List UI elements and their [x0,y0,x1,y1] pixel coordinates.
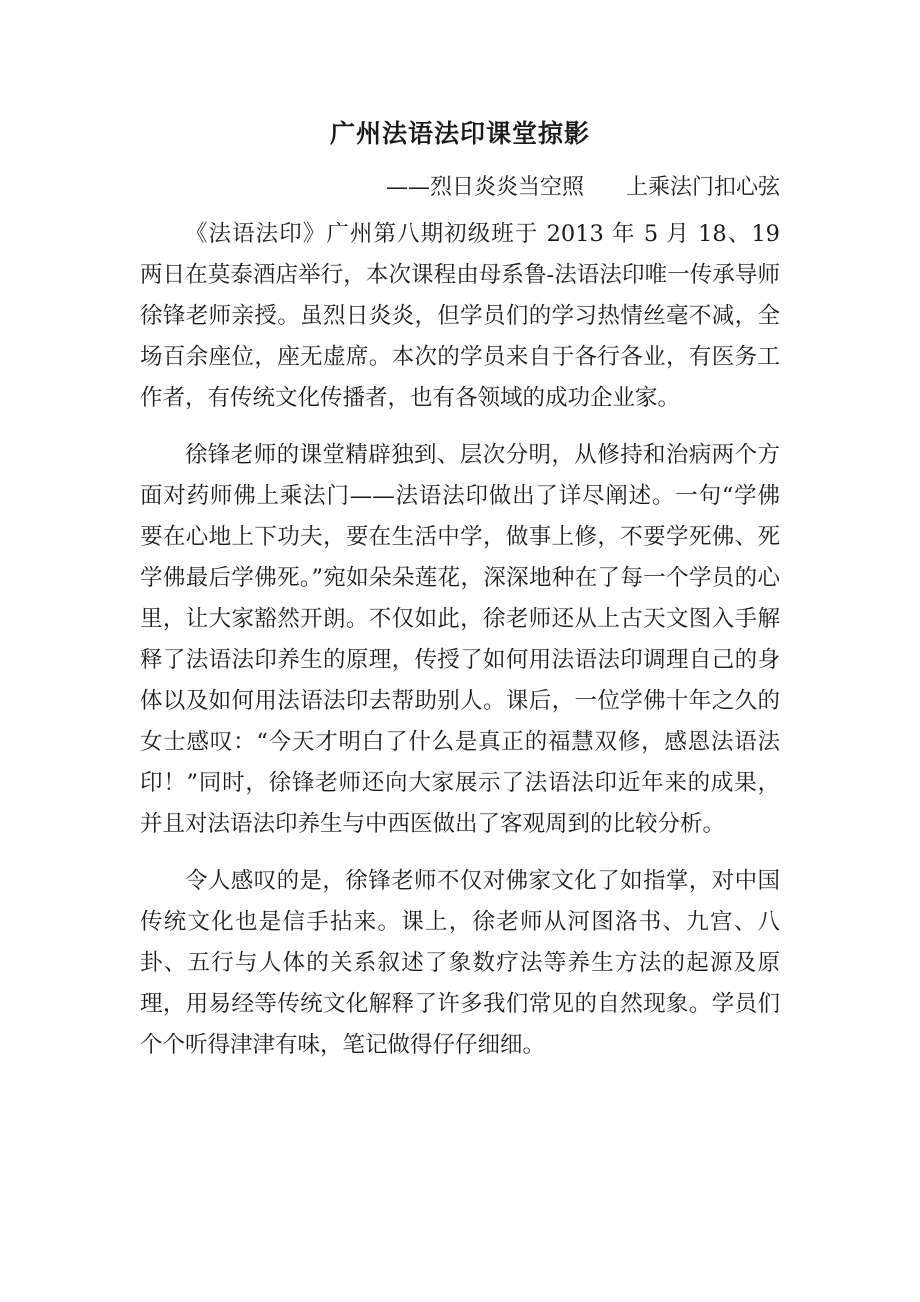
paragraph: 徐锋老师的课堂精辟独到、层次分明，从修持和治病两个方面对药师佛上乘法门——法语法印做出了详尽阐述。一句“学佛要在心地上下功夫，要在生活中学，做事上修，不要学死佛、死学佛最后学佛死。”宛如朵朵莲花，深深地种在了每一个学员的心里，让大家豁然开朗。不仅如此，徐老师还从上古天文图入手解释了法语法印养生的原理，传授了如何用法语法印调理自己的身体以及如何用法语法印去帮助别人。课后，一位学佛十年之久的女士感叹：“今天才明白了什么是真正的福慧双修，感恩法语法印！”同时，徐锋老师还向大家展示了法语法印近年来的成果，并且对法语法印养生与中西医做出了客观周到的比较分析。 [140,442,780,837]
paragraph: 《法语法印》广州第八期初级班于 2013 年 5 月 18、19 两日在莫泰酒店举行，本次课程由母系鲁-法语法印唯一传承导师徐锋老师亲授。虽烈日炎炎，但学员们的学习热情丝毫不减，全场百余座位，座无虚席。本次的学员来自于各行各业，有医务工作者，有传统文化传播者，也有各领域的成功企业家。 [140,221,780,411]
article-body [140,214,780,1082]
paragraph: 令人感叹的是，徐锋老师不仅对佛家文化了如指掌，对中国传统文化也是信手拈来。课上，徐老师从河图洛书、九宫、八卦、五行与人体的关系叙述了象数疗法等养生方法的起源及原理，用易经等传统文化解释了许多我们常见的自然现象。学员们个个听得津津有味，笔记做得仔仔细细。 [140,868,780,1058]
page-title: 广州法语法印课堂掠影 [329,119,590,148]
page-subtitle: ——烈日炎炎当空照 上乘法门扣心弦 [386,175,780,200]
